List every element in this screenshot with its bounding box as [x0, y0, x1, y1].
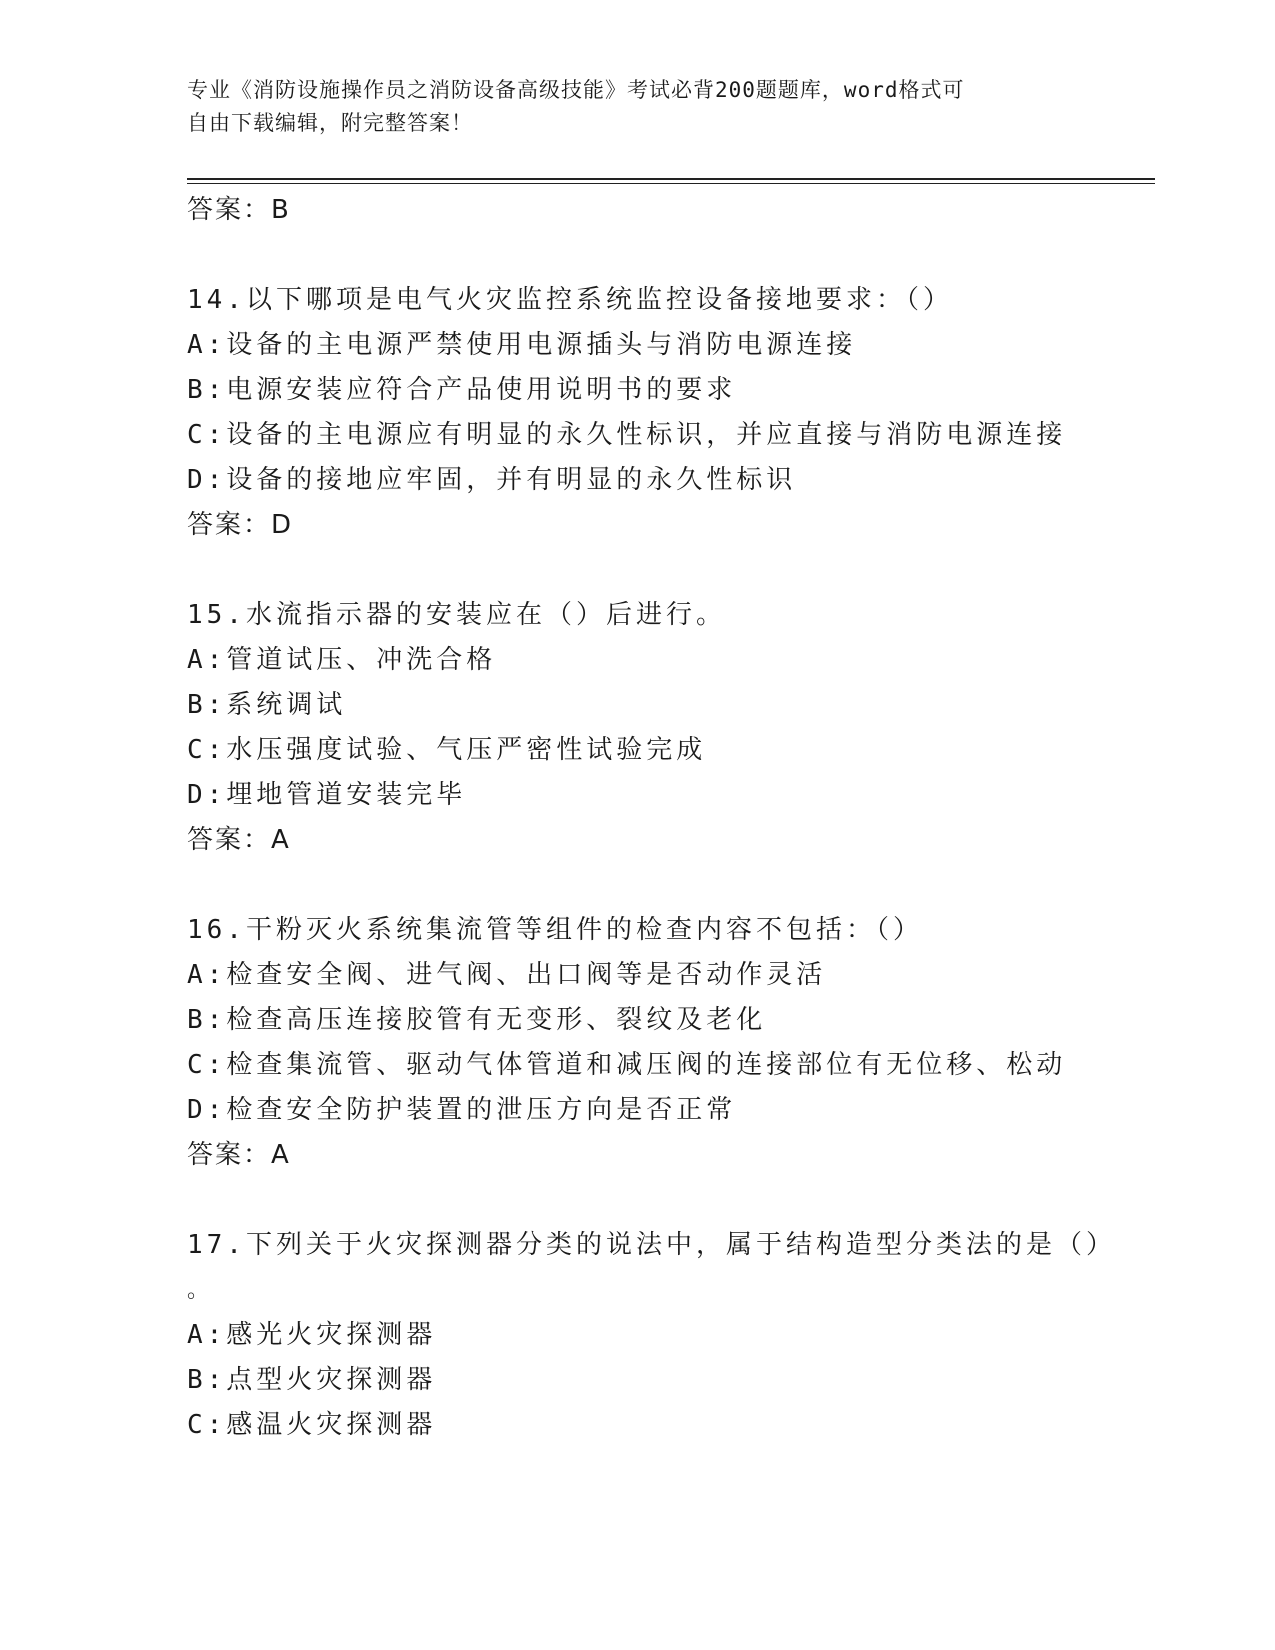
question-16: 16.干粉灭火系统集流管等组件的检查内容不包括：（）: [187, 915, 923, 945]
answer-15: 答案：A: [187, 825, 291, 855]
answer-14: 答案：D: [187, 510, 294, 540]
question-16-option-c: C:检查集流管、驱动气体管道和减压阀的连接部位有无位移、松动: [187, 1050, 1067, 1080]
header-divider-thin: [187, 183, 1155, 184]
question-16-option-b: B:检查高压连接胶管有无变形、裂纹及老化: [187, 1005, 767, 1035]
question-15-option-d: D:埋地管道安装完毕: [187, 780, 467, 810]
question-14: 14.以下哪项是电气火灾监控系统监控设备接地要求：（）: [187, 285, 953, 315]
spacer: [187, 548, 1087, 593]
question-14-option-c: C:设备的主电源应有明显的永久性标识，并应直接与消防电源连接: [187, 420, 1067, 450]
header-divider-thick: [187, 178, 1155, 180]
question-16-option-d: D:检查安全防护装置的泄压方向是否正常: [187, 1095, 737, 1125]
question-17-option-a: A:感光火灾探测器: [187, 1320, 437, 1350]
question-16-option-a: A:检查安全阀、进气阀、出口阀等是否动作灵活: [187, 960, 827, 990]
question-17-continuation: 。: [187, 1278, 214, 1303]
header-line-2: 自由下载编辑，附完整答案！: [187, 111, 473, 135]
question-14-option-d: D:设备的接地应牢固，并有明显的永久性标识: [187, 465, 797, 495]
header-line-1: 专业《消防设施操作员之消防设备高级技能》考试必背200题题库，word格式可: [187, 78, 965, 102]
answer-13: 答案：B: [187, 195, 291, 225]
question-15-option-c: C:水压强度试验、气压严密性试验完成: [187, 735, 707, 765]
document-header: [187, 74, 1087, 140]
question-17-option-b: B:点型火灾探测器: [187, 1365, 437, 1395]
spacer: [187, 863, 1087, 908]
spacer: [187, 233, 1087, 278]
question-15-option-a: A:管道试压、冲洗合格: [187, 645, 497, 675]
question-17-option-c: C:感温火灾探测器: [187, 1410, 437, 1440]
document-body: [187, 188, 1116, 1448]
spacer: [187, 1178, 1087, 1223]
question-14-option-a: A:设备的主电源严禁使用电源插头与消防电源连接: [187, 330, 857, 360]
question-14-option-b: B:电源安装应符合产品使用说明书的要求: [187, 375, 737, 405]
question-17: 17.下列关于火灾探测器分类的说法中，属于结构造型分类法的是（）: [187, 1230, 1116, 1260]
answer-16: 答案：A: [187, 1140, 291, 1170]
question-15: 15.水流指示器的安装应在（）后进行。: [187, 600, 726, 630]
question-15-option-b: B:系统调试: [187, 690, 347, 720]
